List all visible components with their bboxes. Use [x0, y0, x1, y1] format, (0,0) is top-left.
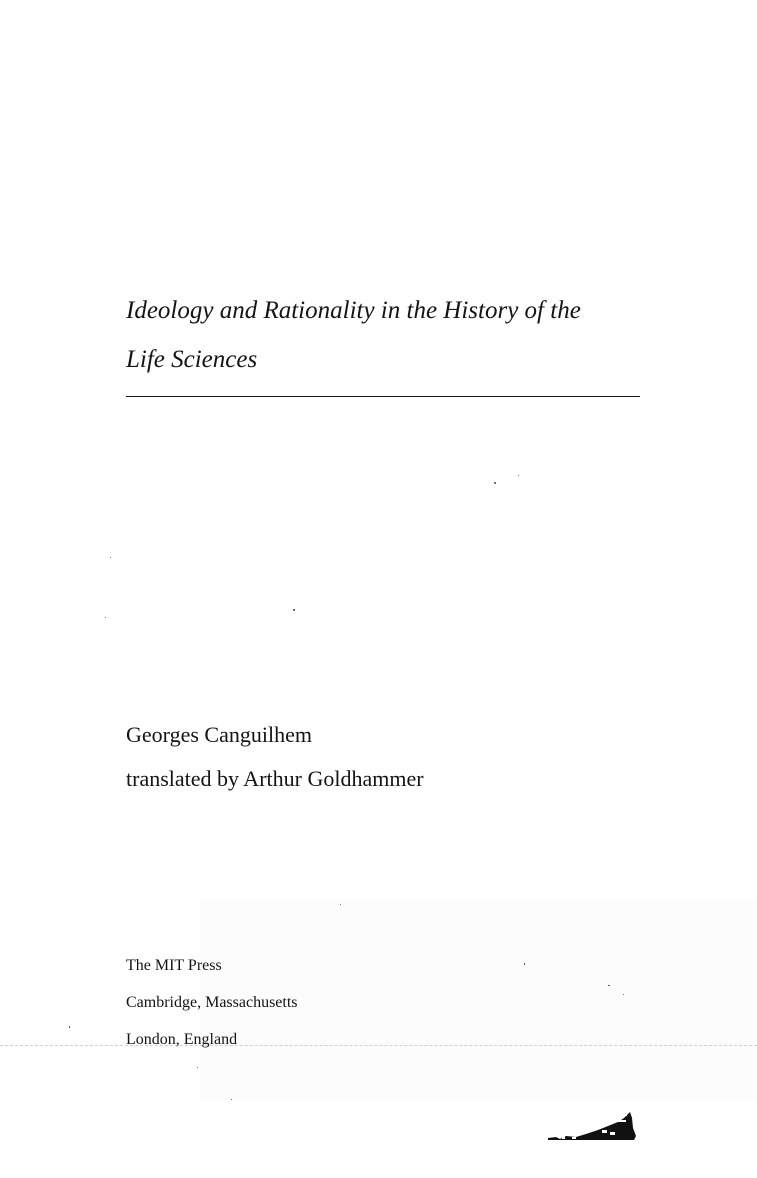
scan-speck	[623, 994, 624, 995]
scan-speck	[105, 617, 106, 618]
book-title-line-2: Life Sciences	[126, 346, 258, 373]
scan-speck	[110, 557, 111, 558]
translator-credit: translated by Arthur Goldhammer	[126, 766, 424, 791]
scan-speck	[494, 482, 496, 484]
author-name: Georges Canguilhem	[126, 722, 312, 747]
scan-artifact-line	[0, 1045, 757, 1046]
scan-speck	[524, 963, 525, 965]
scan-speck	[518, 475, 519, 476]
book-title-line-1: Ideology and Rationality in the History of the	[126, 297, 581, 324]
scan-speck	[293, 609, 295, 611]
scan-speck	[69, 1026, 70, 1028]
publisher-city-london: London, England	[126, 1031, 238, 1048]
scan-speck	[608, 985, 610, 986]
scan-speck	[340, 904, 341, 905]
publisher-city-cambridge: Cambridge, Massachusetts	[126, 994, 298, 1011]
scan-speck	[231, 1099, 232, 1100]
publisher-name: The MIT Press	[126, 957, 222, 974]
title-rule-divider	[126, 396, 640, 397]
colophon-logo-icon	[546, 1110, 638, 1142]
scan-speck	[197, 1067, 198, 1068]
